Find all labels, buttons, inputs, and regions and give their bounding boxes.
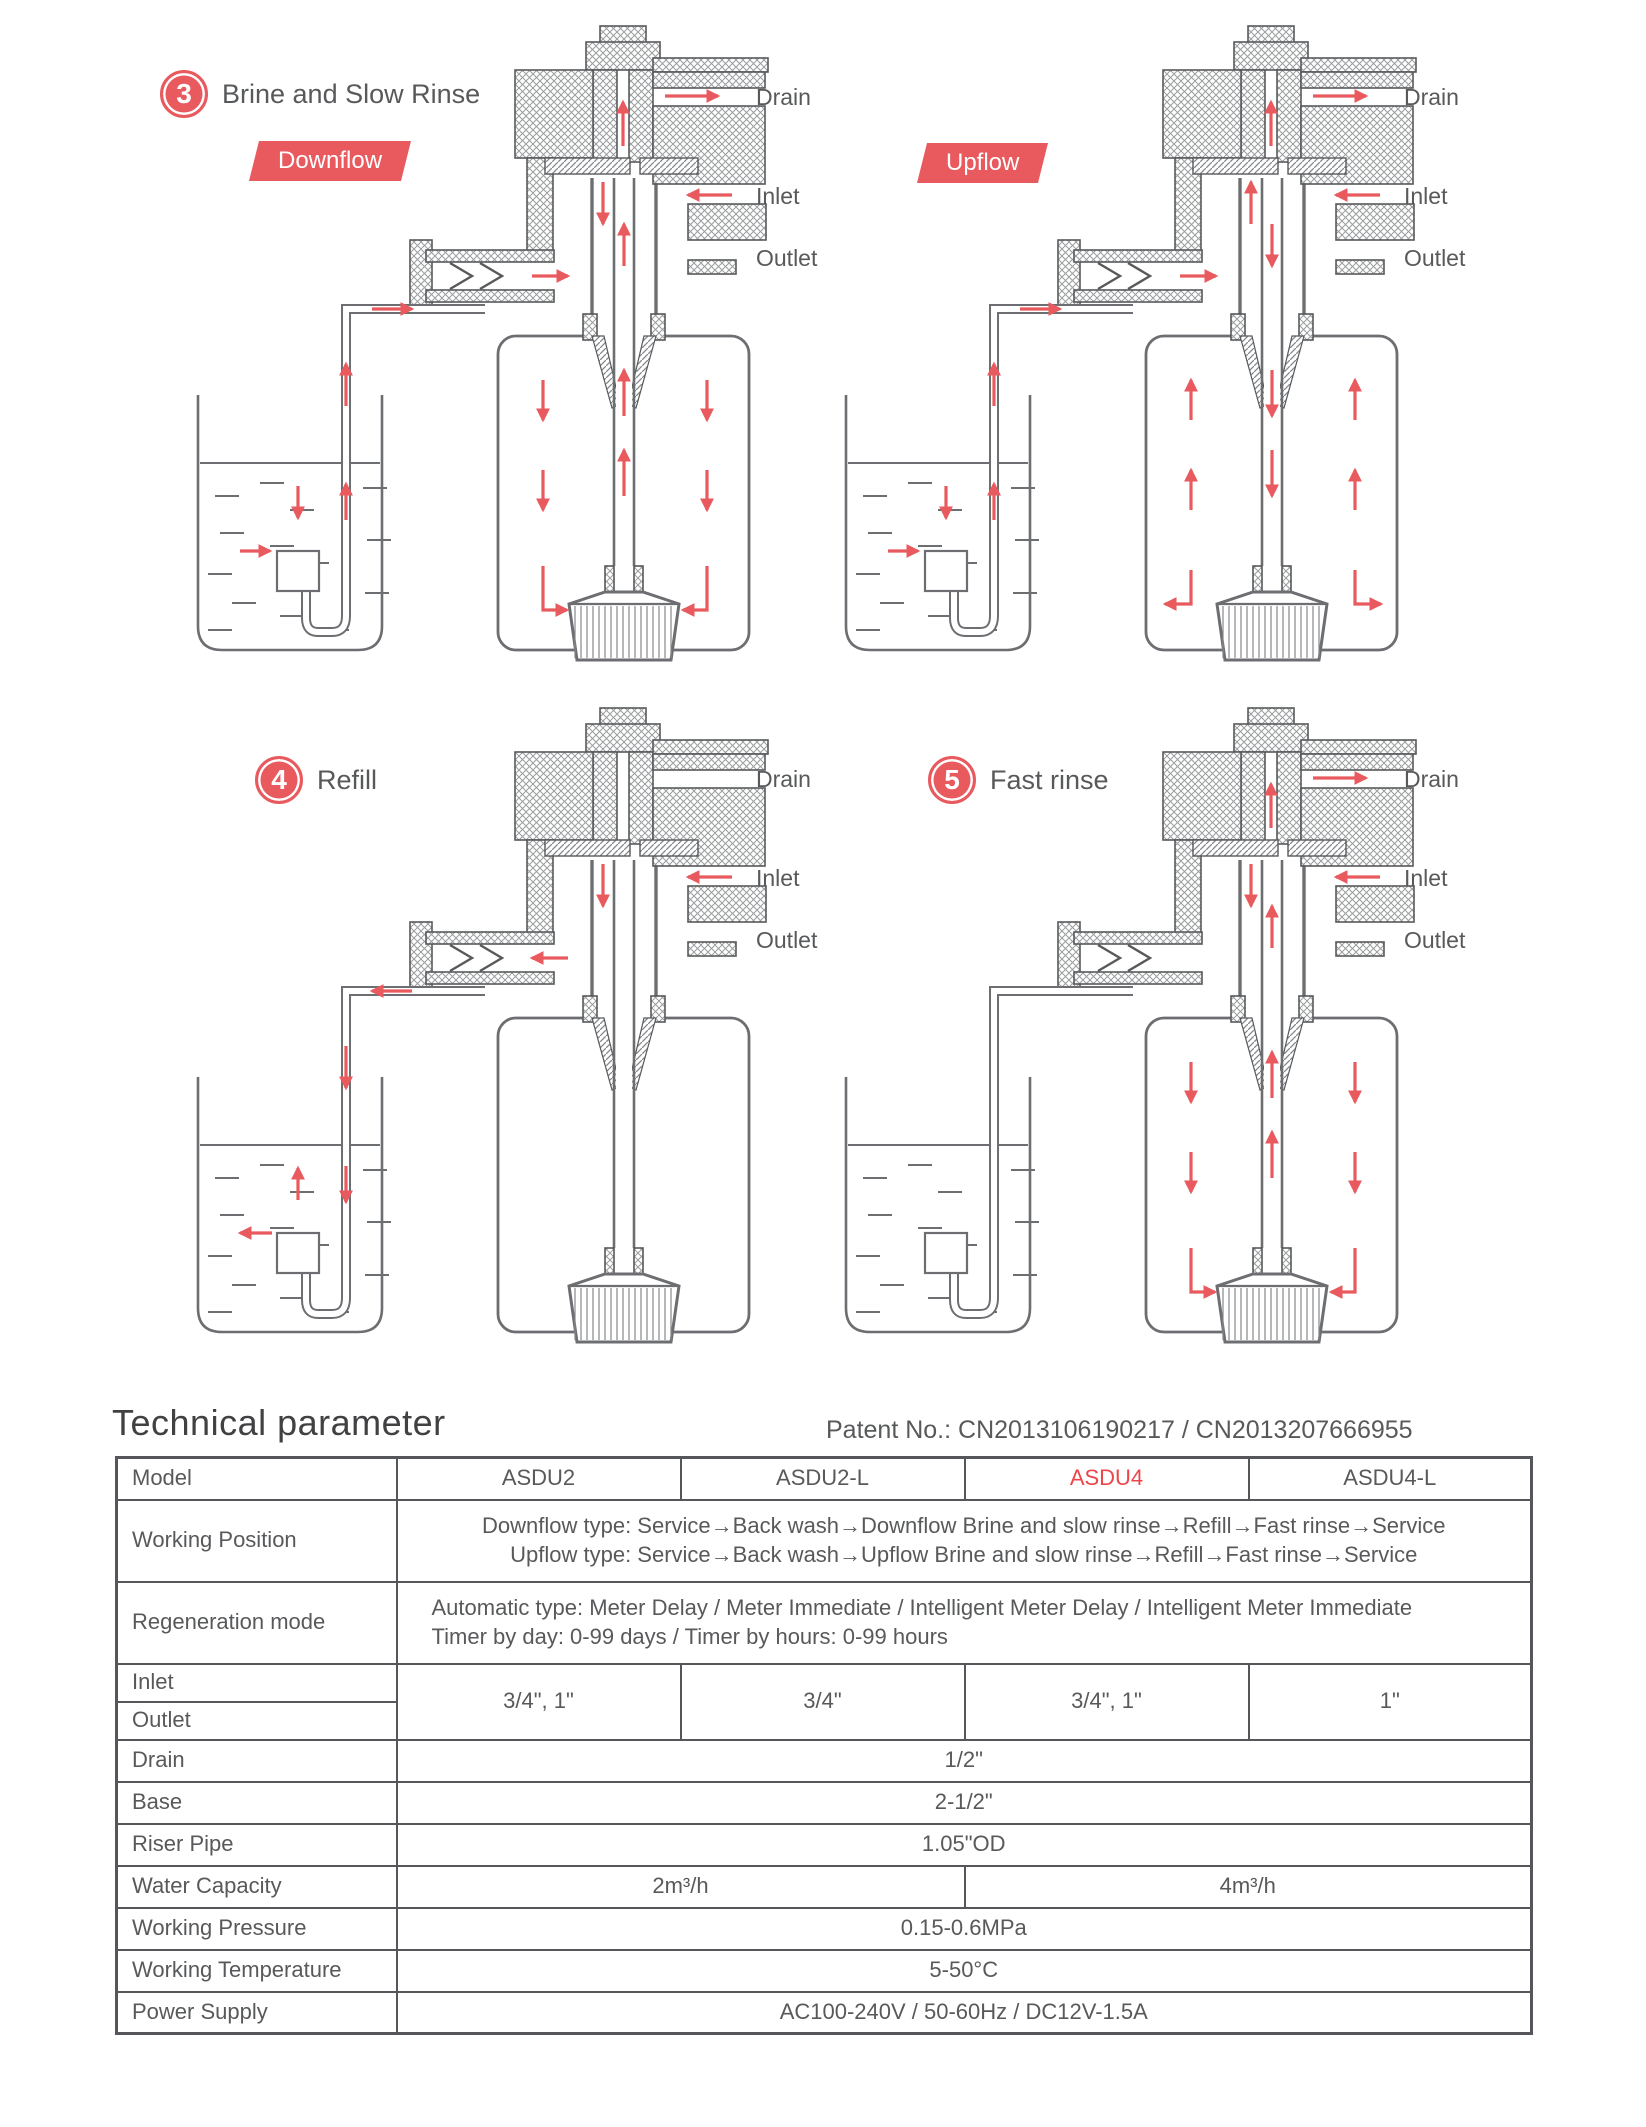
section-number-badge: 5: [928, 756, 976, 804]
row-label: Drain: [117, 1740, 397, 1782]
row-value: AC100-240V / 50-60Hz / DC12V-1.5A: [397, 1992, 1532, 2034]
row-value: Automatic type: Meter Delay / Meter Immediate / Intelligent Meter Delay / Intelligent Meter Immediate Timer by day: 0-99 days / Timer by hours: 0-99 hours: [397, 1582, 1532, 1664]
row-label: Base: [117, 1782, 397, 1824]
diagram-fast-rinse: [768, 700, 1468, 1375]
outlet-label: Outlet: [756, 927, 818, 953]
section-number-badge: 4: [255, 756, 303, 804]
row-value: 0.15-0.6MPa: [397, 1908, 1532, 1950]
drain-label: Drain: [756, 84, 811, 110]
row-value: 1.05"OD: [397, 1824, 1532, 1866]
inlet-label: Inlet: [1404, 183, 1448, 209]
row-value: 3/4", 1": [397, 1664, 681, 1740]
upflow-badge-label: Upflow: [946, 149, 1020, 176]
diagram-upflow-brine: [768, 18, 1468, 693]
column-header-asdu2-l: ASDU2-L: [681, 1458, 965, 1500]
column-header-asdu4: ASDU4: [965, 1458, 1249, 1500]
section-title: Brine and Slow Rinse: [222, 78, 481, 109]
inlet-label: Inlet: [1404, 865, 1448, 891]
section-title: Refill: [317, 764, 378, 795]
technical-parameter-table: [115, 1456, 1533, 2035]
valve-cross-section: [768, 18, 1468, 693]
drain-label: Drain: [1404, 84, 1459, 110]
row-value: 3/4": [681, 1664, 965, 1740]
section-number-badge: 3: [160, 70, 208, 118]
outlet-label: Outlet: [1404, 927, 1466, 953]
drain-label: Drain: [1404, 766, 1459, 792]
row-value: 3/4", 1": [965, 1664, 1249, 1740]
row-value: 1": [1249, 1664, 1532, 1740]
valve-cross-section: [120, 18, 820, 693]
row-value: 5-50°C: [397, 1950, 1532, 1992]
row-value: 2-1/2": [397, 1782, 1532, 1824]
technical-table-body: [117, 1458, 1532, 2034]
row-value: Downflow type: Service→Back wash→Downflow Brine and slow rinse→Refill→Fast rinse→Service Upflow type: Service→Back wash→Upflow Brine and slow rinse→Refill→Fast rinse→Service: [397, 1500, 1532, 1582]
valve-cross-section: [120, 700, 820, 1375]
column-header-asdu2: ASDU2: [397, 1458, 681, 1500]
row-label: Working Position: [117, 1500, 397, 1582]
diagram-refill: [120, 700, 820, 1375]
section-title: Fast rinse: [990, 764, 1109, 795]
row-label: Water Capacity: [117, 1866, 397, 1908]
drain-label: Drain: [756, 766, 811, 792]
row-label: Power Supply: [117, 1992, 397, 2034]
valve-cross-section: [768, 700, 1468, 1375]
diagram-downflow-brine: [120, 18, 820, 693]
inlet-label: Inlet: [756, 865, 800, 891]
row-label-inlet: Inlet: [117, 1664, 397, 1702]
patent-number: Patent No.: CN2013106190217 / CN2013207666955: [826, 1416, 1413, 1444]
inlet-label: Inlet: [756, 183, 800, 209]
outlet-label: Outlet: [1404, 245, 1466, 271]
column-header-model: Model: [117, 1458, 397, 1500]
row-label: Working Temperature: [117, 1950, 397, 1992]
row-label: Regeneration mode: [117, 1582, 397, 1664]
row-label: Working Pressure: [117, 1908, 397, 1950]
column-header-asdu4-l: ASDU4-L: [1249, 1458, 1532, 1500]
row-label-outlet: Outlet: [117, 1702, 397, 1740]
row-value: 1/2": [397, 1740, 1532, 1782]
downflow-badge-label: Downflow: [278, 147, 383, 174]
row-value: 2m³/h: [397, 1866, 965, 1908]
row-value: 4m³/h: [965, 1866, 1532, 1908]
outlet-label: Outlet: [756, 245, 818, 271]
row-label: Riser Pipe: [117, 1824, 397, 1866]
technical-parameter-title: Technical parameter: [112, 1402, 446, 1443]
